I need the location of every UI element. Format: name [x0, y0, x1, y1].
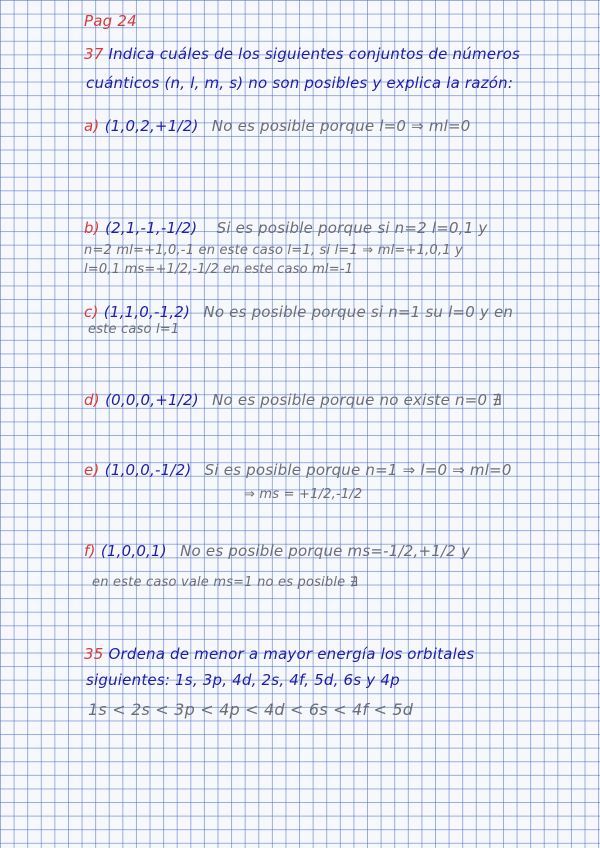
question-35-answer: 1s < 2s < 3p < 4p < 4d < 6s < 4f < 5d: [88, 700, 414, 719]
question-37-number: 37: [84, 45, 104, 63]
answer-c-label: c): [84, 303, 99, 321]
answer-d-set: (0,0,0,+1/2): [105, 391, 199, 409]
page-label: Pag 24: [84, 12, 137, 30]
answer-e-line-2: ⇒ ms = +1/2,-1/2: [244, 487, 363, 502]
answer-a-line-1: a) (1,0,2,+1/2) No es posible porque l=0 ⇒ ml=0: [84, 117, 471, 135]
answer-c-set: (1,1,0,-1,2): [103, 303, 191, 321]
answer-a-set: (1,0,2,+1/2): [104, 117, 199, 135]
answer-f-set: (1,0,0,1): [100, 542, 167, 560]
question-35-number: 35: [84, 645, 104, 663]
question-37-line-1: 37 Indica cuáles de los siguientes conjuntos de números: [84, 45, 520, 63]
answer-e-line-1: e) (1,0,0,-1/2) Si es posible porque n=1 ⇒ l=0 ⇒ ml=0: [84, 461, 512, 479]
answer-f-label: f): [84, 542, 96, 560]
answer-b-line-3: l=0,1 ms=+1/2,-1/2 en este caso ml=-1: [84, 262, 354, 277]
answer-c-line-1: c) (1,1,0,-1,2) No es posible porque si n=1 su l=0 y en: [84, 303, 514, 321]
answer-d-line-1: d) (0,0,0,+1/2) No es posible porque no existe n=0 ∄: [84, 391, 502, 409]
answer-b-label: b): [84, 219, 100, 237]
question-37-line-2: cuánticos (n, l, m, s) no son posibles y explica la razón:: [86, 74, 514, 92]
answer-e-set: (1,0,0,-1/2): [104, 461, 192, 479]
question-35-line-1: 35 Ordena de menor a mayor energía los orbitales: [84, 645, 475, 663]
answer-e-label: e): [84, 461, 100, 479]
answer-c-line-2: este caso l=1: [88, 322, 180, 337]
answer-a-label: a): [84, 117, 100, 135]
answer-b-set: (2,1,-1,-1/2): [105, 219, 198, 237]
answer-d-label: d): [84, 391, 100, 409]
answer-f-line-1: f) (1,0,0,1) No es posible porque ms=-1/2,+1/2 y: [84, 542, 471, 560]
question-35-line-2: siguientes: 1s, 3p, 4d, 2s, 4f, 5d, 6s y 4p: [86, 671, 400, 689]
answer-f-line-2: en este caso vale ms=1 no es posible ∄: [92, 575, 359, 590]
answer-b-line-2: n=2 ml=+1,0,-1 en este caso l=1, si l=1 ⇒ ml=+1,0,1 y: [84, 243, 463, 258]
answer-b-line-1: b) (2,1,-1,-1/2) Si es posible porque si n=2 l=0,1 y: [84, 219, 488, 237]
